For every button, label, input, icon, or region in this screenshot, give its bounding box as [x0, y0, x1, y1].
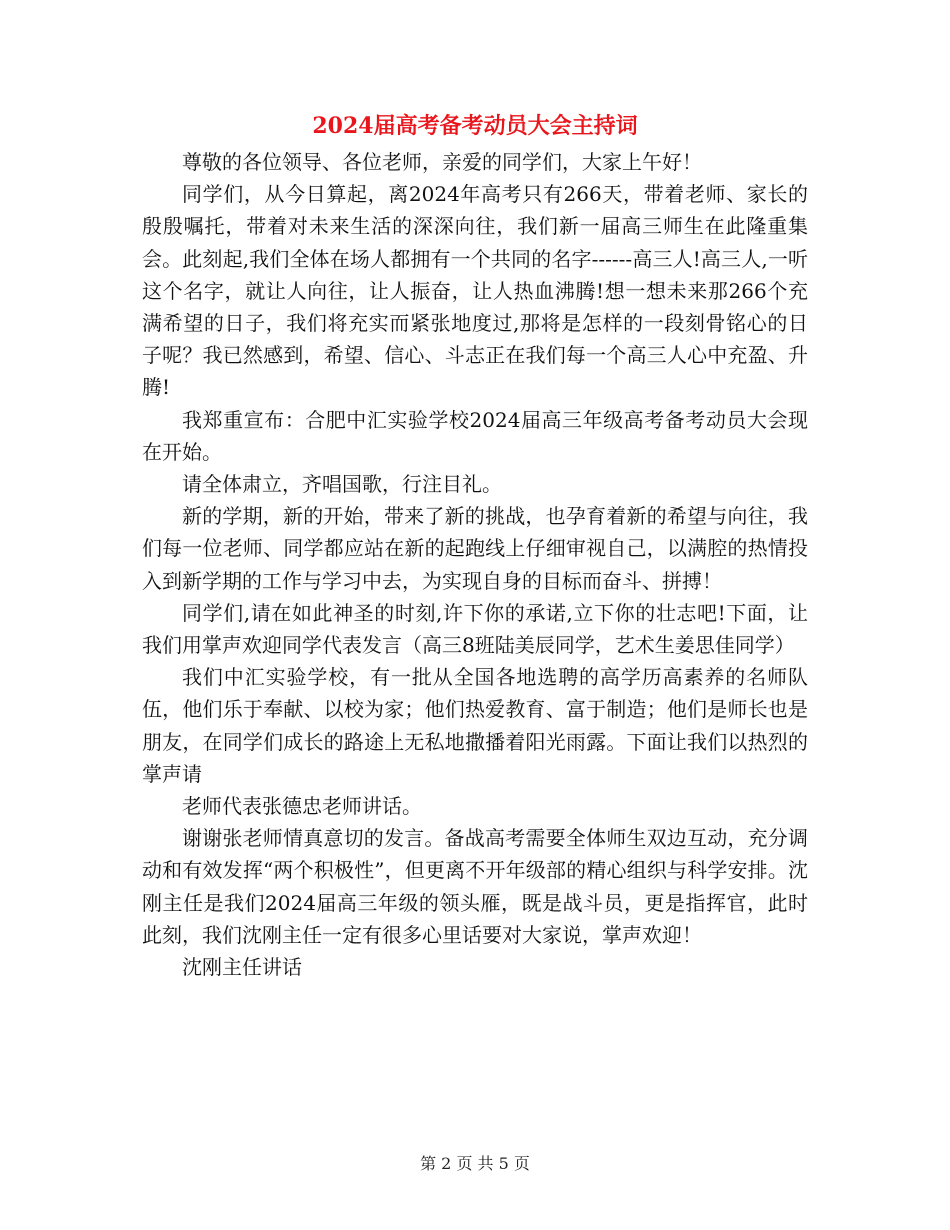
paragraph-greeting: 尊敬的各位领导、各位老师，亲爱的同学们，大家上午好！	[182, 150, 702, 174]
document-body	[142, 146, 808, 983]
paragraph-teacher-representative: 老师代表张德忠老师讲话。	[182, 794, 422, 819]
paragraph-student-speech: 同学们,请在如此神圣的时刻,许下你的承诺,立下你的壮志吧!下面，让我们用掌声欢迎同学代表发言（高三8班陆美辰同学，艺术生姜思佳同学）	[142, 600, 808, 658]
paragraph-announcement: 我郑重宣布：合肥中汇实验学校2024届高三年级高考备考动员大会现在开始。	[142, 407, 808, 464]
paragraph-teachers: 我们中汇实验学校，有一批从全国各地选聘的高学历高素养的名师队伍，他们乐于奉献、以校为家；他们热爱教育、富于制造；他们是师长也是朋友，在同学们成长的路途上无私地撒播着阳光雨露。下面让我们以热烈的掌声请	[142, 665, 808, 786]
page-indicator: 第 2 页 共 5 页	[420, 1154, 530, 1173]
paragraph-intro: 同学们，从今日算起，离2024年高考只有266天，带着老师、家长的殷殷嘱托，带着对未来生活的深深向往，我们新一届高三师生在此隆重集会。此刻起,我们全体在场人都拥有一个共同的名字------高三人!高三人,一听这个名字，就让人向往，让人振奋，让人热血沸腾!想一想未来那266个充满希望的日子，我们将充实而紧张地度过,那将是怎样的一段刻骨铭心的日子呢？我已然感到，希望、信心、斗志正在我们每一个高三人心中充盈、升腾!	[142, 182, 808, 400]
paragraph-director-speech: 沈刚主任讲话	[182, 955, 302, 980]
paragraph-new-semester: 新的学期，新的开始，带来了新的挑战，也孕育着新的希望与向往，我们每一位老师、同学都应站在新的起跑线上仔细审视自己，以满腔的热情投入到新学期的工作与学习中去，为实现自身的目标而奋斗、拼搏！	[142, 504, 808, 593]
paragraph-thanks: 谢谢张老师情真意切的发言。备战高考需要全体师生双边互动，充分调动和有效发挥“两个积极性”，但更离不开年级部的精心组织与科学安排。沈刚主任是我们2024届高三年级的领头雁，既是战斗员，更是指挥官，此时此刻，我们沈刚主任一定有很多心里话要对大家说，掌声欢迎！	[142, 826, 808, 947]
paragraph-anthem: 请全体肃立，齐唱国歌，行注目礼。	[182, 472, 502, 497]
document-title: 2024届高考备考动员大会主持词	[312, 113, 638, 139]
